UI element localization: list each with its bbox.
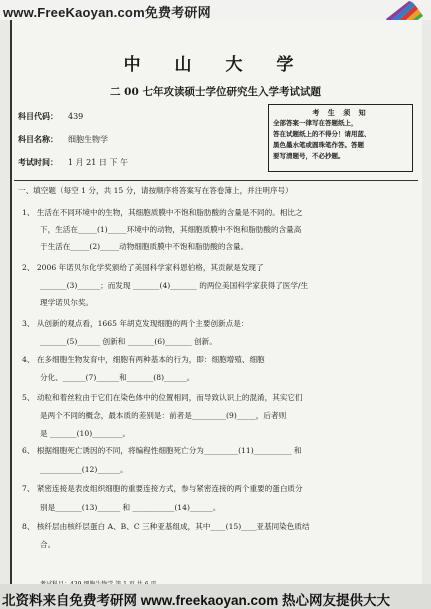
question-line: 7、 紧密连接是表皮组织细胞的重要连接方式，参与紧密连接的两个重要的蛋白质分: [22, 484, 303, 493]
subject-code: [18, 111, 83, 122]
notice-line: 黑色墨水笔或圆珠笔作答。答题: [273, 141, 364, 149]
question-line: 别是_______(13)______ 和 ___________(14)______。: [40, 503, 221, 512]
subject-code-label: 科目代码：: [18, 111, 58, 121]
bottom-watermark-text: 北资料来自免费考研网 www.freekaoyan.com 热心网友提供大大: [2, 593, 391, 608]
question-line: 下，生活在_____(1)_____环境中的动物，其细胞质膜中不饱和脂肪酸的含量高: [40, 225, 302, 234]
notice-title: 考 生 须 知: [312, 108, 369, 117]
notice-line: 要写清题号，不必抄题。: [273, 152, 345, 160]
university-title: 中 山 大 学: [123, 55, 308, 75]
subject-name: [18, 134, 108, 145]
notice-line: 全部答案一律写在答题纸上，: [273, 119, 358, 127]
exam-time: [18, 157, 128, 168]
question-line: 是 _______(10)________。: [40, 429, 131, 438]
exam-time-label: 考试时间：: [18, 157, 58, 167]
section-heading: 一、填空题（每空 1 分，共 15 分，请按顺序将答案写在答卷簿上，并注明序号）: [18, 186, 293, 195]
subject-code-value: 439: [68, 112, 84, 121]
question-line: 分化、______(7)______和_______(8)______。: [40, 373, 195, 382]
question-line: 6、 根据细胞死亡诱因的不同，将编程性细胞死亡分为_________(11)__________ 和: [22, 446, 302, 455]
header-divider: [14, 180, 418, 181]
question-line: _______(5)______ 创新和 _______(6)_______ 创新。: [40, 337, 217, 346]
question-line: _______(3)______；而发现 _______(4)_______ 的两位美国科学家获得了医学/生: [40, 281, 309, 290]
question-line: 于生活在_____(2)_____动物细胞质膜中不饱和脂肪酸的含量。: [40, 242, 249, 251]
question-line: 理学诺贝尔奖。: [40, 298, 94, 307]
question-line: 是两个不同的概念，最本质的差别是：前者是_________(9)_____，后者则: [40, 411, 287, 420]
exam-title: 二 00 七年攻读硕士学位研究生入学考试试题: [110, 86, 321, 98]
top-watermark-text: www.FreeKaoyan.com免费考研网: [3, 5, 211, 20]
question-line: 1、 生活在不同环境中的生物，其细胞质膜中不饱和脂肪酸的含量是不同的。相比之: [22, 208, 303, 217]
question-line: 合。: [40, 540, 56, 549]
question-line: ___________(12)______。: [40, 465, 128, 474]
question-line: 8、 核纤层由核纤层蛋白 A、B、C 三种亚基组成，其中____(15)____亚基同染色质结: [22, 522, 310, 531]
notice-line: 答在试题纸上的不得分！请用蓝、: [273, 130, 371, 138]
question-line: 2、 2006 年诺贝尔化学奖颁给了美国科学家科恩伯格，其贡献是发现了: [22, 263, 264, 272]
question-line: 4、 在多细胞生物发育中，细胞有两种基本的行为，即：细胞增殖、细胞: [22, 355, 265, 364]
subject-name-label: 科目名称：: [18, 134, 58, 144]
question-line: 5、 动粒和着丝粒由于它们在染色体中的位置相同，而导致认识上的混淆，其实它们: [22, 393, 303, 402]
exam-time-value: 1 月 21 日 下 午: [68, 158, 128, 167]
candidate-notice-box: [268, 104, 413, 172]
subject-name-value: 细胞生物学: [68, 135, 108, 144]
question-line: 3、 从创新的观点看，1665 年胡克发现细胞的两个主要创新点是：: [22, 319, 249, 328]
